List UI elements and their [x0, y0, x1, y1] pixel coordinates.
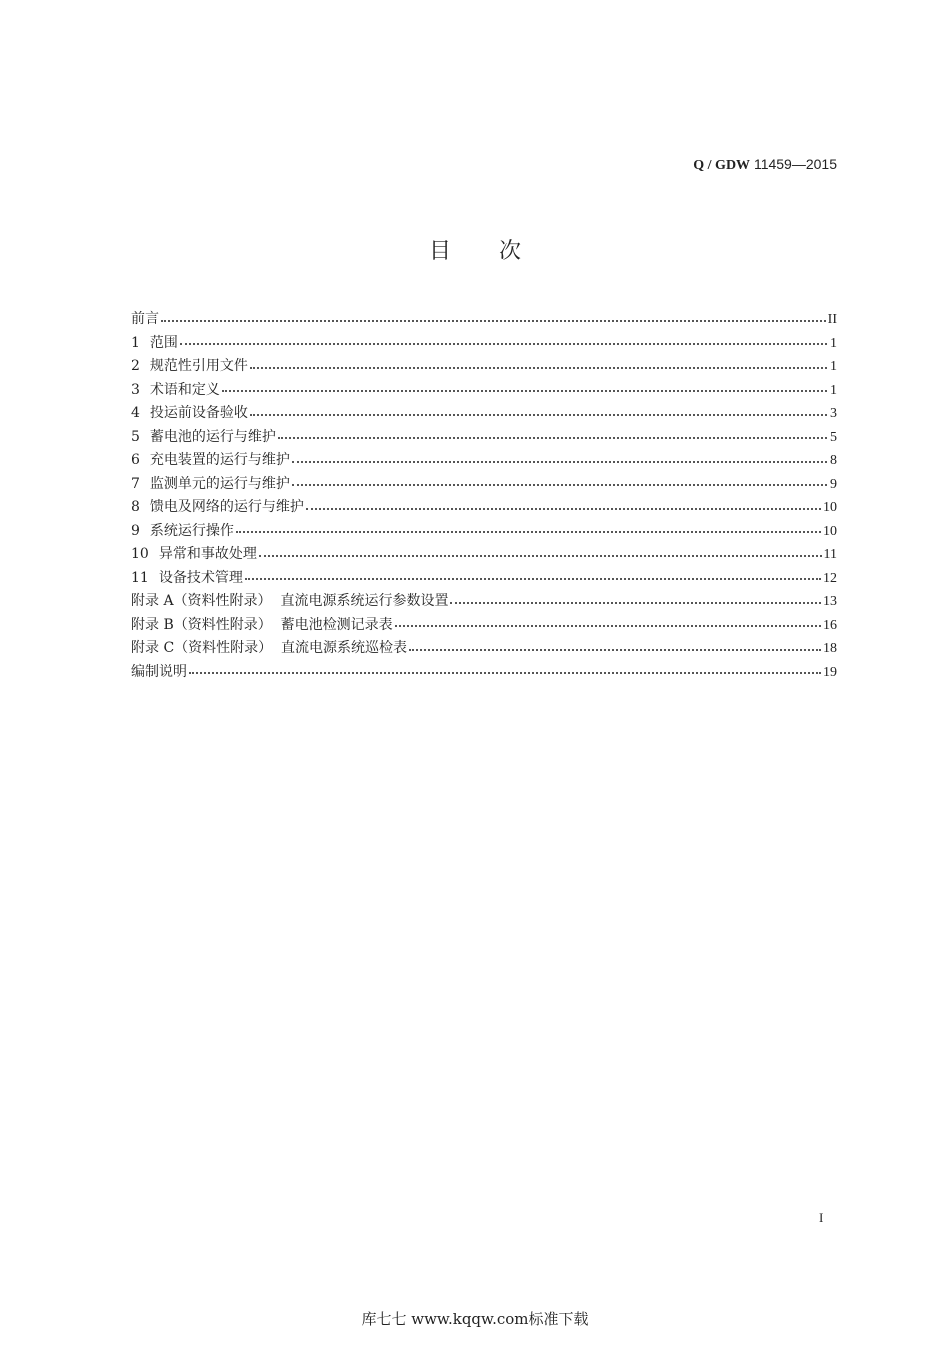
- standard-year: 11459—2015: [753, 156, 837, 172]
- toc-entry-page: 11: [823, 547, 837, 562]
- toc-entry-number: 4: [131, 405, 140, 421]
- dot-leader: [250, 414, 827, 416]
- dot-leader: [259, 555, 822, 557]
- toc-entry-page: 3: [830, 406, 837, 421]
- toc-entry-label: 附录 B（资料性附录） 蓄电池检测记录表: [131, 616, 393, 633]
- dot-leader: [180, 343, 827, 345]
- toc-entry-page: 1: [830, 382, 837, 398]
- toc-entry[interactable]: [131, 332, 837, 356]
- toc-entry[interactable]: [131, 567, 837, 591]
- toc-entry-number: 11: [131, 569, 149, 586]
- toc-entry-number: 3: [131, 381, 140, 398]
- toc-entry-label: 充电装置的运行与维护: [149, 452, 290, 468]
- dot-leader: [222, 390, 827, 392]
- dot-leader: [245, 578, 821, 580]
- toc-entry-number: 6: [131, 452, 140, 468]
- toc-entry-page: 16: [823, 617, 837, 633]
- dot-leader: [409, 649, 821, 651]
- toc-entry-label: 监测单元的运行与维护: [149, 475, 290, 492]
- toc-entry-label: 术语和定义: [149, 381, 220, 398]
- toc-entry-label: 投运前设备验收: [149, 405, 248, 421]
- toc-entry[interactable]: [131, 496, 837, 520]
- toc-entry-page: 19: [823, 664, 837, 680]
- dot-leader: [250, 367, 827, 369]
- toc-entry-label: 编制说明: [131, 663, 187, 680]
- toc-entry-label: 规范性引用文件: [149, 358, 248, 374]
- standard-number: [693, 156, 837, 174]
- toc-entry[interactable]: [131, 637, 837, 661]
- toc-entry-label: 附录 C（资料性附录） 直流电源系统巡检表: [131, 640, 408, 656]
- toc-entry-number: 1: [131, 334, 140, 351]
- toc-entry-page: II: [827, 312, 837, 327]
- dot-leader: [278, 437, 827, 439]
- toc-entry-label: 馈电及网络的运行与维护: [149, 499, 304, 515]
- footer-watermark: 库七七 www.kqqw.com标准下载: [361, 1310, 589, 1328]
- toc-entry-page: 10: [823, 523, 837, 539]
- toc-entry-page: 18: [823, 641, 837, 656]
- toc-entry[interactable]: [131, 379, 837, 403]
- toc-entry-page: 12: [823, 570, 837, 586]
- dot-leader: [450, 602, 821, 604]
- toc-entry[interactable]: [131, 449, 837, 473]
- toc-entry-page: 5: [830, 429, 837, 445]
- toc-entry-page: 1: [830, 359, 837, 374]
- toc-entry[interactable]: [131, 614, 837, 638]
- toc-entry-page: 13: [823, 594, 837, 609]
- dot-leader: [189, 672, 821, 674]
- toc-entry[interactable]: [131, 520, 837, 544]
- toc-entry[interactable]: [131, 543, 837, 567]
- page-number: I: [819, 1210, 824, 1225]
- toc-entry-page: 10: [823, 500, 837, 515]
- dot-leader: [292, 461, 827, 463]
- toc-entry-label: 设备技术管理: [158, 569, 243, 586]
- dot-leader: [306, 508, 821, 510]
- toc-entry-page: 8: [830, 453, 837, 468]
- toc-entry[interactable]: [131, 473, 837, 497]
- toc-entry[interactable]: [131, 402, 837, 426]
- toc-entry[interactable]: [131, 661, 837, 685]
- toc-entry[interactable]: [131, 355, 837, 379]
- dot-leader: [395, 625, 821, 627]
- page-title: 目次: [428, 239, 569, 264]
- dot-leader: [161, 320, 826, 322]
- table-of-contents: [131, 308, 837, 684]
- toc-entry-label: 系统运行操作: [149, 522, 234, 539]
- toc-entry-number: 10: [131, 546, 149, 562]
- toc-entry-number: 5: [131, 428, 140, 445]
- toc-entry-label: 异常和事故处理: [158, 546, 257, 562]
- toc-entry-label: 范围: [149, 334, 178, 351]
- toc-entry-number: 7: [131, 475, 140, 492]
- dot-leader: [236, 531, 821, 533]
- standard-code: Q / GDW: [693, 158, 751, 173]
- toc-entry[interactable]: [131, 590, 837, 614]
- toc-entry-label: 蓄电池的运行与维护: [149, 428, 276, 445]
- toc-entry-page: 1: [830, 335, 837, 351]
- toc-entry-label: 前言: [131, 311, 159, 327]
- toc-entry-number: 2: [131, 358, 140, 374]
- toc-entry-page: 9: [830, 476, 837, 492]
- toc-entry-number: 9: [131, 522, 140, 539]
- toc-entry[interactable]: [131, 426, 837, 450]
- dot-leader: [292, 484, 827, 486]
- toc-entry[interactable]: [131, 308, 837, 332]
- toc-entry-label: 附录 A（资料性附录） 直流电源系统运行参数设置: [131, 593, 449, 609]
- toc-entry-number: 8: [131, 499, 140, 515]
